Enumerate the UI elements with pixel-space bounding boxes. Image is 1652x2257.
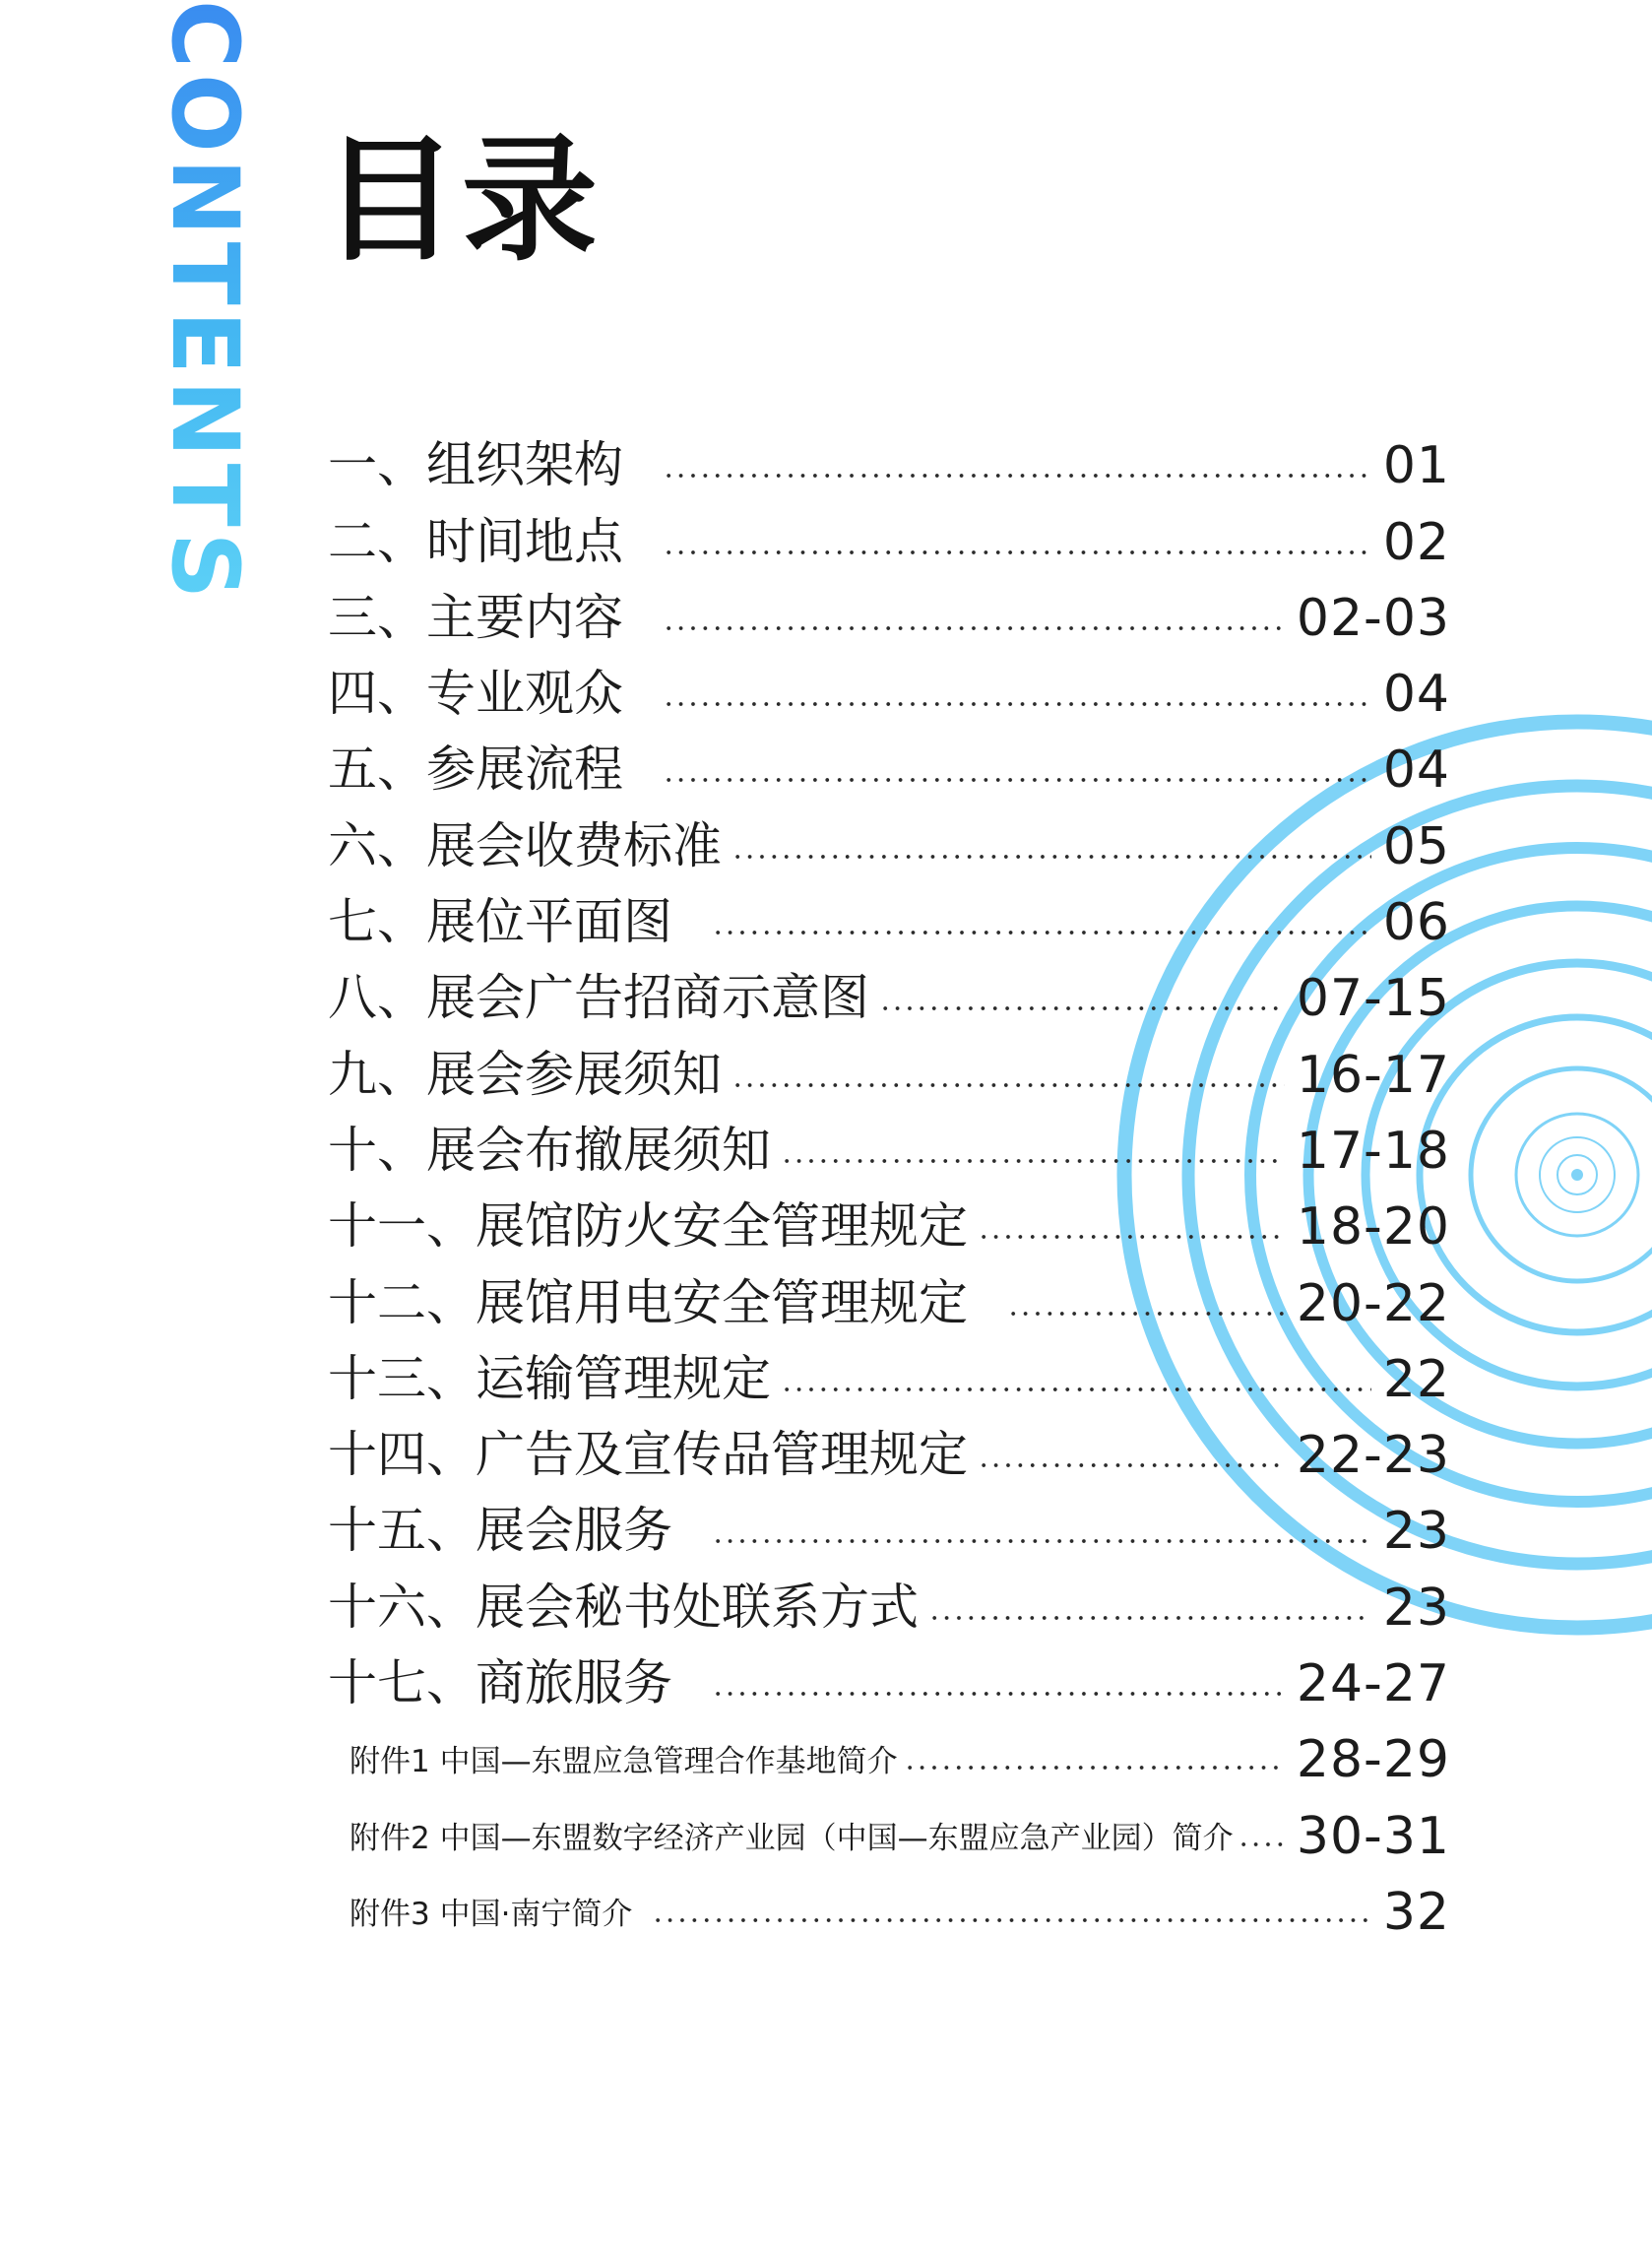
toc-entry-16[interactable] bbox=[328, 1565, 1450, 1641]
dot-leader bbox=[663, 702, 1371, 706]
toc-entry-page: 02-03 bbox=[1296, 588, 1450, 648]
dot-leader bbox=[712, 1692, 1285, 1696]
dot-leader bbox=[712, 1539, 1371, 1543]
dot-leader bbox=[663, 550, 1371, 554]
toc-entry-appendix-3[interactable] bbox=[328, 1870, 1450, 1946]
toc-entry-label: 十七、商旅服务 bbox=[328, 1654, 672, 1712]
table-of-contents bbox=[328, 423, 1450, 1946]
dot-leader bbox=[663, 626, 1285, 630]
toc-entry-13[interactable] bbox=[328, 1337, 1450, 1413]
toc-entry-label: 三、主要内容 bbox=[328, 588, 623, 646]
toc-entry-1[interactable] bbox=[328, 423, 1450, 499]
toc-entry-8[interactable] bbox=[328, 956, 1450, 1032]
dot-leader bbox=[712, 931, 1371, 935]
dot-leader bbox=[781, 1387, 1371, 1391]
toc-entry-15[interactable] bbox=[328, 1489, 1450, 1565]
toc-entry-label: 十六、展会秘书处联系方式 bbox=[328, 1578, 919, 1636]
toc-entry-label: 二、时间地点 bbox=[328, 512, 623, 570]
toc-entry-page: 22 bbox=[1382, 1349, 1450, 1409]
toc-entry-6[interactable] bbox=[328, 804, 1450, 879]
toc-entry-4[interactable] bbox=[328, 652, 1450, 728]
toc-entry-appendix-2[interactable] bbox=[328, 1793, 1450, 1869]
toc-entry-label: 十、展会布撤展须知 bbox=[328, 1121, 771, 1179]
contents-vertical-word bbox=[151, 0, 258, 650]
toc-entry-label: 附件2 中国—东盟数字经济产业园（中国—东盟应急产业园）简介 bbox=[349, 1820, 1234, 1856]
toc-entry-label: 附件1 中国—东盟应急管理合作基地简介 bbox=[349, 1744, 898, 1780]
dot-leader bbox=[1238, 1842, 1285, 1846]
toc-entry-appendix-1[interactable] bbox=[328, 1717, 1450, 1793]
toc-entry-page: 16-17 bbox=[1296, 1045, 1450, 1105]
toc-entry-page: 18-20 bbox=[1296, 1197, 1450, 1257]
toc-entry-label: 十三、运输管理规定 bbox=[328, 1349, 771, 1407]
toc-entry-label: 五、参展流程 bbox=[328, 741, 623, 799]
dot-leader bbox=[978, 1235, 1285, 1239]
toc-entry-page: 28-29 bbox=[1296, 1730, 1450, 1790]
dot-leader bbox=[652, 1918, 1370, 1922]
dot-leader bbox=[978, 1463, 1285, 1467]
toc-entry-label: 附件3 中国·南宁简介 bbox=[349, 1896, 633, 1932]
page-title: 目录 bbox=[322, 121, 603, 280]
contents-word: CONTENTS bbox=[151, 0, 258, 606]
toc-entry-page: 23 bbox=[1382, 1502, 1450, 1562]
toc-entry-page: 20-22 bbox=[1296, 1273, 1450, 1333]
toc-entry-7[interactable] bbox=[328, 880, 1450, 956]
toc-entry-12[interactable] bbox=[328, 1260, 1450, 1336]
dot-leader bbox=[928, 1616, 1371, 1620]
dot-leader bbox=[663, 778, 1371, 782]
toc-entry-page: 02 bbox=[1382, 512, 1450, 572]
toc-entry-10[interactable] bbox=[328, 1109, 1450, 1185]
toc-entry-page: 22-23 bbox=[1296, 1426, 1450, 1486]
dot-leader bbox=[781, 1159, 1285, 1163]
toc-entry-page: 06 bbox=[1382, 893, 1450, 953]
toc-entry-label: 一、组织架构 bbox=[328, 436, 623, 494]
toc-entry-label: 七、展位平面图 bbox=[328, 893, 672, 951]
dot-leader bbox=[731, 855, 1371, 859]
toc-entry-page: 30-31 bbox=[1296, 1806, 1450, 1866]
toc-entry-3[interactable] bbox=[328, 576, 1450, 652]
dot-leader bbox=[731, 1083, 1285, 1087]
toc-entry-label: 八、展会广告招商示意图 bbox=[328, 969, 869, 1027]
toc-entry-page: 07-15 bbox=[1296, 969, 1450, 1029]
toc-entry-page: 23 bbox=[1382, 1578, 1450, 1638]
toc-entry-label: 六、展会收费标准 bbox=[328, 816, 722, 874]
toc-entry-label: 十四、广告及宣传品管理规定 bbox=[328, 1426, 968, 1484]
toc-entry-page: 17-18 bbox=[1296, 1121, 1450, 1181]
toc-entry-label: 九、展会参展须知 bbox=[328, 1045, 722, 1103]
toc-entry-page: 32 bbox=[1382, 1882, 1450, 1942]
toc-entry-label: 十二、展馆用电安全管理规定 bbox=[328, 1273, 968, 1331]
toc-entry-page: 04 bbox=[1382, 741, 1450, 801]
toc-entry-17[interactable] bbox=[328, 1642, 1450, 1717]
toc-entry-page: 05 bbox=[1382, 816, 1450, 876]
dot-leader bbox=[663, 474, 1371, 478]
dot-leader bbox=[904, 1766, 1285, 1770]
toc-entry-11[interactable] bbox=[328, 1185, 1450, 1260]
toc-entry-page: 04 bbox=[1382, 665, 1450, 725]
toc-entry-14[interactable] bbox=[328, 1413, 1450, 1489]
dot-leader bbox=[1007, 1312, 1285, 1316]
toc-entry-5[interactable] bbox=[328, 728, 1450, 804]
toc-entry-page: 01 bbox=[1382, 436, 1450, 496]
toc-entry-page: 24-27 bbox=[1296, 1654, 1450, 1714]
toc-entry-label: 十一、展馆防火安全管理规定 bbox=[328, 1197, 968, 1256]
toc-entry-label: 四、专业观众 bbox=[328, 665, 623, 723]
toc-entry-9[interactable] bbox=[328, 1032, 1450, 1108]
toc-entry-2[interactable] bbox=[328, 499, 1450, 575]
toc-entry-label: 十五、展会服务 bbox=[328, 1502, 672, 1560]
dot-leader bbox=[879, 1006, 1285, 1010]
